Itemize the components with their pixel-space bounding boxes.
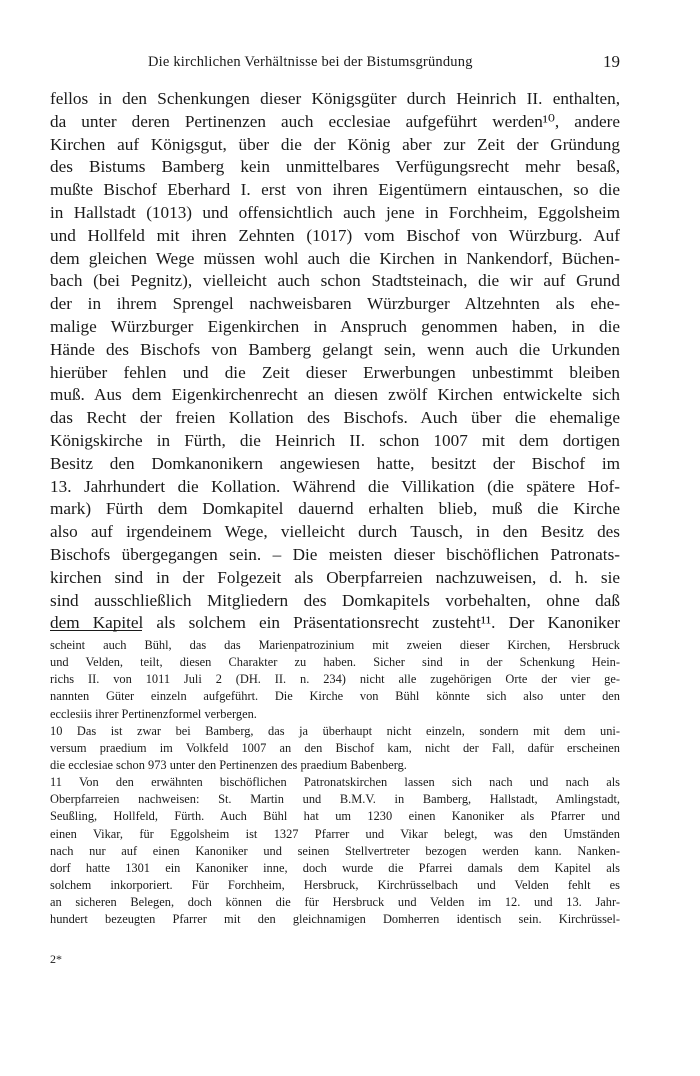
- text-line: Kirchen auf Königsgut, über die der König aber zur Zeit der Gründung: [50, 134, 620, 154]
- text-line: der in ihrem Sprengel nachweisbaren Würzburger Altzehnten als ehe-: [50, 294, 620, 314]
- text-line: sind ausschließlich Mitgliedern des Domkapitels vorbehalten, ohne daß: [50, 590, 620, 610]
- footnote-line: richs II. von 1011 Juli 2 (DH. II. n. 234) nicht alle zugehörigen Orte der vier ge-: [50, 672, 620, 687]
- footnote-line: versum praedium im Volkfeld 1007 an den Bischof kam, nicht der Fall, dafür erscheinen: [50, 740, 620, 755]
- footnote-rule: [50, 630, 142, 631]
- text-line: fellos in den Schenkungen dieser Königsgüter durch Heinrich II. enthalten,: [50, 89, 620, 108]
- text-line: bach (bei Pegnitz), vielleicht auch schon Stadtsteinach, die wir auf Grund: [50, 271, 620, 291]
- text-line: malige Würzburger Eigenkirchen in Anspruch genommen haben, in die: [50, 316, 620, 336]
- text-line: Königskirche in Fürth, die Heinrich II. schon 1007 mit dem dortigen: [50, 430, 620, 450]
- text-line: mußte Bischof Eberhard I. erst von ihren Eigentümern eintauschen, so die: [50, 180, 620, 200]
- text-line: Hände des Bischofs von Bamberg gelangt sein, wenn auch die Urkunden: [50, 339, 620, 359]
- text-line: da unter deren Pertinenzen auch ecclesiae aufgeführt werden¹⁰, andere: [50, 111, 620, 131]
- page-header: [50, 54, 650, 78]
- text-line: 13. Jahrhundert die Kollation. Während die Villikation (die spätere Hof-: [50, 476, 620, 496]
- footnote-line: Oberpfarreien nachweisen: St. Martin und B.M.V. in Bamberg, Hallstadt, Amlingstadt,: [50, 792, 620, 807]
- footnote-line: 10 Das ist zwar bei Bamberg, das ja überhaupt nicht einzeln, sondern mit dem uni-: [50, 723, 620, 738]
- footnote-line: Seußling, Hollfeld, Fürth. Auch Bühl hat um 1230 einen Kanoniker als Pfarrer und: [50, 809, 620, 824]
- text-line: Bischofs übergegangen sein. – Die meisten dieser bischöflichen Patronats-: [50, 544, 620, 564]
- text-line: muß. Aus dem Eigenkirchenrecht an diesen zwölf Kirchen entwickelte sich: [50, 385, 620, 405]
- text-line: in Hallstadt (1013) und offensichtlich auch jene in Forchheim, Eggolsheim: [50, 202, 620, 222]
- text-line: dem Kapitel als solchem ein Präsentationsrecht zusteht¹¹. Der Kanoniker: [50, 613, 620, 633]
- footnote-line: nannten Güter einzeln aufgeführt. Die Kirche von Bühl könnte sich also unter den: [50, 689, 620, 704]
- text-line: hierüber fehlen und die Zeit dieser Erwerbungen unbestimmt bleiben: [50, 362, 620, 382]
- main-text-block: [50, 88, 620, 635]
- footnote-line: und Velden, teilt, diesen Charakter zu haben. Sicher sind in der Schenkung Hein-: [50, 655, 620, 670]
- footnote-line: dorf hatte 1301 ein Kanoniker inne, doch wurde die Pfarrei damals dem Kapitel als: [50, 860, 620, 875]
- running-head: Die kirchlichen Verhältnisse bei der Bistumsgründung: [148, 54, 473, 70]
- footnotes-block: [50, 637, 620, 928]
- footnote-line: die ecclesiae schon 973 unter den Pertinenzen des praedium Babenberg.: [50, 757, 407, 772]
- text-line: kirchen sind in der Folgezeit als Oberpfarreien nachzuweisen, d. h. sie: [50, 567, 620, 587]
- footnote-line: nach nur auf einen Kanoniker und seinen Stellvertreter bezogen werden kann. Nanken-: [50, 843, 620, 858]
- text-line: dem gleichen Wege müssen wohl auch die Kirchen in Nankendorf, Büchen-: [50, 248, 620, 268]
- footnote-line: hundert bezeugten Pfarrer mit den gleichnamigen Domherren identisch sein. Kirchrüssel-: [50, 912, 620, 927]
- text-line: Besitz den Domkanonikern angewiesen hatte, besitzt der Bischof im: [50, 453, 620, 473]
- text-line: und Hollfeld mit ihren Zehnten (1017) vom Bischof von Würzburg. Auf: [50, 225, 620, 245]
- footnote-line: solchem inkorporiert. Für Forchheim, Hersbruck, Kirchrüsselbach und Velden fehlt es: [50, 877, 620, 892]
- text-line: das Recht der freien Kollation des Bischofs. Auch über die ehemalige: [50, 408, 620, 428]
- signature-mark: 2*: [50, 952, 62, 966]
- text-line: also auf irgendeinem Wege, vielleicht durch Tausch, in den Besitz des: [50, 522, 620, 542]
- page-number: 19: [603, 52, 620, 71]
- text-line: mark) Fürth dem Domkapitel dauernd erhalten blieb, muß die Kirche: [50, 499, 620, 519]
- text-line: des Bistums Bamberg kein unmittelbares Verfügungsrecht mehr besaß,: [50, 157, 620, 177]
- footnote-line: scheint auch Bühl, das das Marienpatrozinium mit zweien dieser Kirchen, Hersbruck: [50, 638, 620, 652]
- footnote-line: 11 Von den erwähnten bischöflichen Patronatskirchen lassen sich nach und nach als: [50, 775, 620, 790]
- footnote-line: an sicheren Belegen, doch können die für Hersbruck und Velden im 12. und 13. Jahr-: [50, 895, 620, 910]
- footnote-line: ecclesiis ihrer Pertinenzformel verbergen.: [50, 706, 257, 721]
- footnote-line: einen Vikar, für Eggolsheim ist 1327 Pfarrer und Vikar belegt, was den Umständen: [50, 826, 620, 841]
